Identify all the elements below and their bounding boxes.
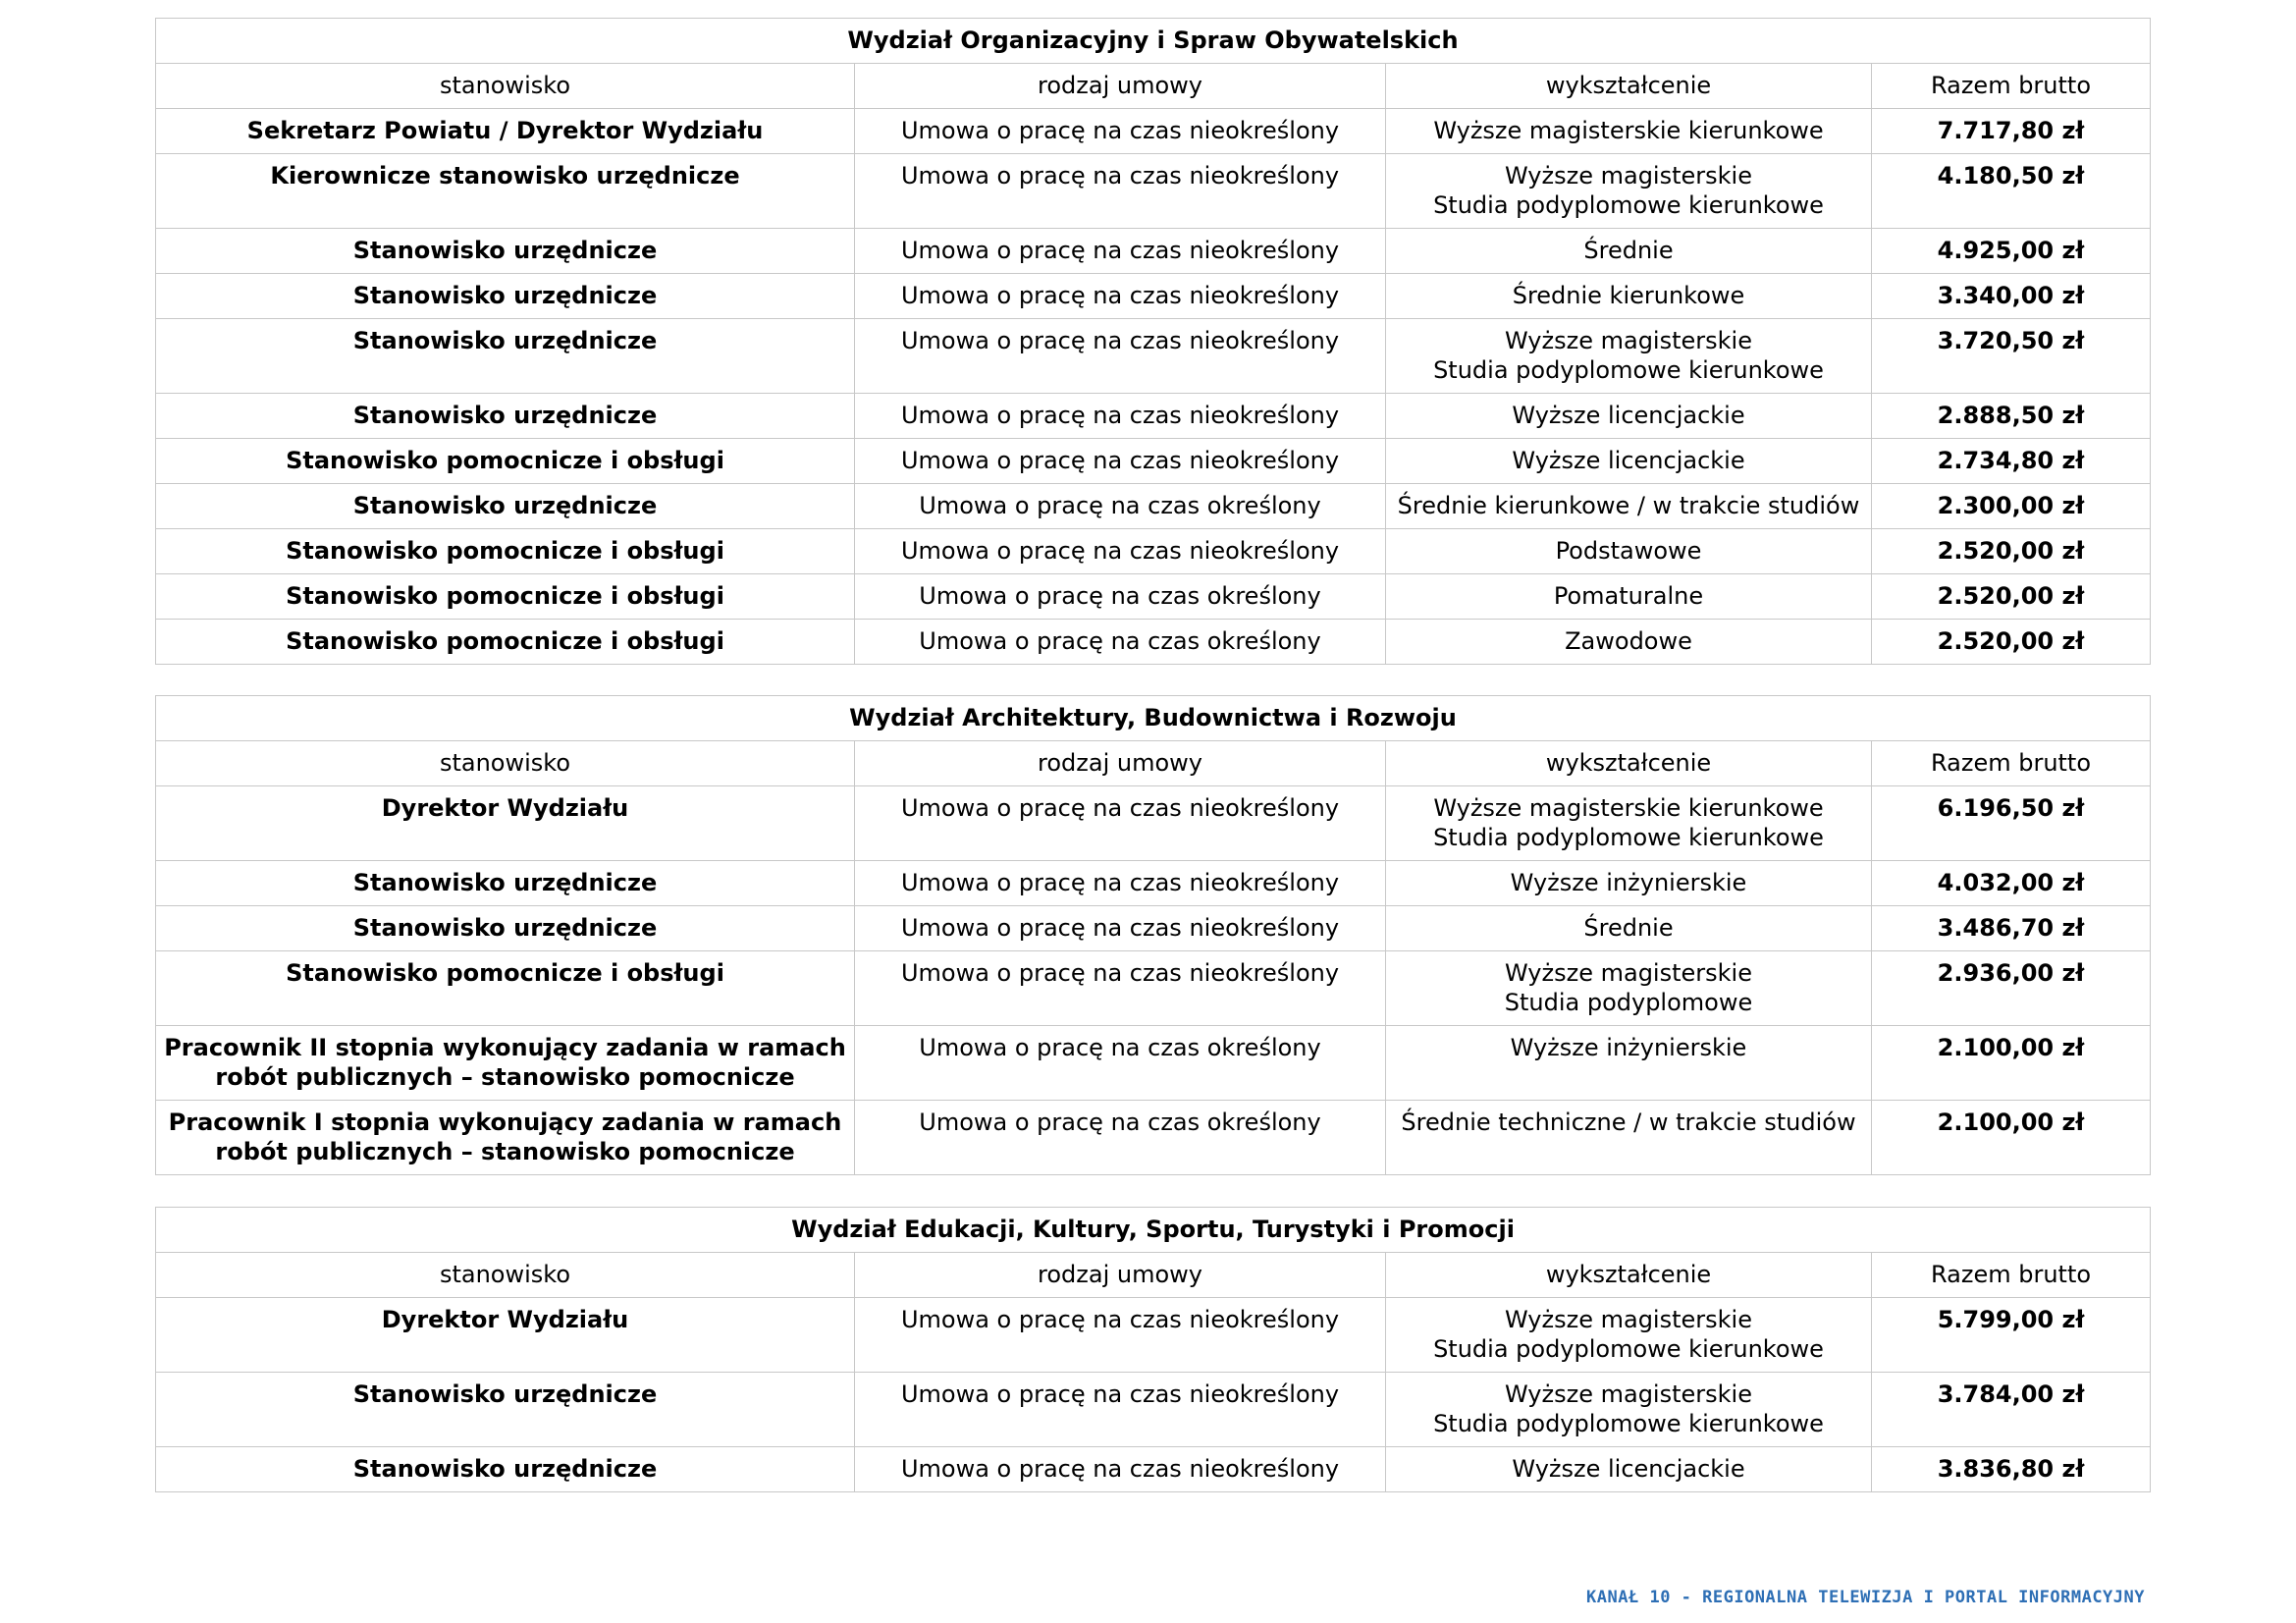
table-row xyxy=(156,154,2151,229)
contract-cell: Umowa o pracę na czas nieokreślony xyxy=(855,394,1386,439)
gross-amount-cell: 3.340,00 zł xyxy=(1872,274,2151,319)
education-cell: Wyższe magisterskie Studia podyplomowe kierunkowe xyxy=(1386,1373,1872,1447)
table-row xyxy=(156,1373,2151,1447)
column-header-contract: rodzaj umowy xyxy=(855,1253,1386,1298)
position-cell: Stanowisko urzędnicze xyxy=(156,906,855,951)
column-header-contract: rodzaj umowy xyxy=(855,741,1386,786)
gross-amount-cell: 4.032,00 zł xyxy=(1872,861,2151,906)
contract-cell: Umowa o pracę na czas nieokreślony xyxy=(855,439,1386,484)
table-row xyxy=(156,951,2151,1026)
position-cell: Stanowisko urzędnicze xyxy=(156,319,855,394)
department-table xyxy=(155,695,2151,1175)
gross-amount-cell: 6.196,50 zł xyxy=(1872,786,2151,861)
education-cell: Wyższe inżynierskie xyxy=(1386,861,1872,906)
column-header-gross: Razem brutto xyxy=(1872,64,2151,109)
gross-amount-cell: 2.300,00 zł xyxy=(1872,484,2151,529)
gross-amount-cell: 4.180,50 zł xyxy=(1872,154,2151,229)
education-cell: Średnie techniczne / w trakcie studiów xyxy=(1386,1101,1872,1175)
table-row xyxy=(156,394,2151,439)
column-header-position: stanowisko xyxy=(156,1253,855,1298)
gross-amount-cell: 2.520,00 zł xyxy=(1872,529,2151,574)
contract-cell: Umowa o pracę na czas nieokreślony xyxy=(855,529,1386,574)
department-title: Wydział Organizacyjny i Spraw Obywatelskich xyxy=(156,19,2151,64)
contract-cell: Umowa o pracę na czas określony xyxy=(855,484,1386,529)
education-cell: Wyższe licencjackie xyxy=(1386,439,1872,484)
education-cell: Wyższe magisterskie Studia podyplomowe kierunkowe xyxy=(1386,319,1872,394)
position-cell: Sekretarz Powiatu / Dyrektor Wydziału xyxy=(156,109,855,154)
education-cell: Wyższe magisterskie kierunkowe Studia podyplomowe kierunkowe xyxy=(1386,786,1872,861)
table-row xyxy=(156,439,2151,484)
gross-amount-cell: 2.100,00 zł xyxy=(1872,1101,2151,1175)
position-cell: Stanowisko pomocnicze i obsługi xyxy=(156,951,855,1026)
table-row xyxy=(156,574,2151,620)
footer-brand-text: KANAŁ 10 - REGIONALNA TELEWIZJA I PORTAL INFORMACYJNY xyxy=(1586,1588,2145,1607)
column-header-contract: rodzaj umowy xyxy=(855,64,1386,109)
gross-amount-cell: 5.799,00 zł xyxy=(1872,1298,2151,1373)
education-cell: Średnie kierunkowe / w trakcie studiów xyxy=(1386,484,1872,529)
position-cell: Stanowisko urzędnicze xyxy=(156,229,855,274)
gross-amount-cell: 3.784,00 zł xyxy=(1872,1373,2151,1447)
gross-amount-cell: 2.100,00 zł xyxy=(1872,1026,2151,1101)
column-header-position: stanowisko xyxy=(156,741,855,786)
position-cell: Stanowisko urzędnicze xyxy=(156,1373,855,1447)
position-cell: Stanowisko pomocnicze i obsługi xyxy=(156,620,855,665)
contract-cell: Umowa o pracę na czas nieokreślony xyxy=(855,1373,1386,1447)
education-cell: Podstawowe xyxy=(1386,529,1872,574)
education-cell: Średnie xyxy=(1386,906,1872,951)
education-cell: Średnie kierunkowe xyxy=(1386,274,1872,319)
contract-cell: Umowa o pracę na czas określony xyxy=(855,620,1386,665)
contract-cell: Umowa o pracę na czas określony xyxy=(855,1101,1386,1175)
education-cell: Pomaturalne xyxy=(1386,574,1872,620)
gross-amount-cell: 3.836,80 zł xyxy=(1872,1447,2151,1492)
department-table xyxy=(155,1207,2151,1492)
position-cell: Dyrektor Wydziału xyxy=(156,1298,855,1373)
table-row xyxy=(156,529,2151,574)
department-title: Wydział Architektury, Budownictwa i Rozwoju xyxy=(156,696,2151,741)
position-cell: Stanowisko urzędnicze xyxy=(156,394,855,439)
column-header-row xyxy=(156,741,2151,786)
contract-cell: Umowa o pracę na czas określony xyxy=(855,574,1386,620)
contract-cell: Umowa o pracę na czas nieokreślony xyxy=(855,319,1386,394)
gross-amount-cell: 2.936,00 zł xyxy=(1872,951,2151,1026)
table-row xyxy=(156,109,2151,154)
education-cell: Zawodowe xyxy=(1386,620,1872,665)
table-row xyxy=(156,620,2151,665)
gross-amount-cell: 2.520,00 zł xyxy=(1872,574,2151,620)
column-header-row xyxy=(156,64,2151,109)
table-row xyxy=(156,786,2151,861)
gross-amount-cell: 2.734,80 zł xyxy=(1872,439,2151,484)
position-cell: Stanowisko pomocnicze i obsługi xyxy=(156,439,855,484)
table-row xyxy=(156,319,2151,394)
table-row xyxy=(156,1447,2151,1492)
education-cell: Wyższe licencjackie xyxy=(1386,394,1872,439)
department-table xyxy=(155,18,2151,665)
table-row xyxy=(156,274,2151,319)
table-row xyxy=(156,484,2151,529)
gross-amount-cell: 2.520,00 zł xyxy=(1872,620,2151,665)
column-header-education: wykształcenie xyxy=(1386,1253,1872,1298)
education-cell: Wyższe licencjackie xyxy=(1386,1447,1872,1492)
column-header-education: wykształcenie xyxy=(1386,741,1872,786)
contract-cell: Umowa o pracę na czas nieokreślony xyxy=(855,274,1386,319)
column-header-gross: Razem brutto xyxy=(1872,1253,2151,1298)
education-cell: Wyższe magisterskie kierunkowe xyxy=(1386,109,1872,154)
contract-cell: Umowa o pracę na czas nieokreślony xyxy=(855,786,1386,861)
table-row xyxy=(156,1298,2151,1373)
contract-cell: Umowa o pracę na czas nieokreślony xyxy=(855,861,1386,906)
table-row xyxy=(156,229,2151,274)
position-cell: Stanowisko pomocnicze i obsługi xyxy=(156,529,855,574)
contract-cell: Umowa o pracę na czas nieokreślony xyxy=(855,951,1386,1026)
contract-cell: Umowa o pracę na czas nieokreślony xyxy=(855,154,1386,229)
contract-cell: Umowa o pracę na czas nieokreślony xyxy=(855,1298,1386,1373)
gross-amount-cell: 7.717,80 zł xyxy=(1872,109,2151,154)
column-header-row xyxy=(156,1253,2151,1298)
column-header-position: stanowisko xyxy=(156,64,855,109)
position-cell: Stanowisko urzędnicze xyxy=(156,484,855,529)
position-cell: Pracownik II stopnia wykonujący zadania w ramach robót publicznych – stanowisko pomocnicze xyxy=(156,1026,855,1101)
education-cell: Wyższe magisterskie Studia podyplomowe xyxy=(1386,951,1872,1026)
gross-amount-cell: 2.888,50 zł xyxy=(1872,394,2151,439)
table-title-row xyxy=(156,19,2151,64)
table-row xyxy=(156,1026,2151,1101)
gross-amount-cell: 3.486,70 zł xyxy=(1872,906,2151,951)
contract-cell: Umowa o pracę na czas określony xyxy=(855,1026,1386,1101)
position-cell: Stanowisko urzędnicze xyxy=(156,274,855,319)
education-cell: Wyższe magisterskie Studia podyplomowe kierunkowe xyxy=(1386,1298,1872,1373)
table-title-row xyxy=(156,1208,2151,1253)
table-row xyxy=(156,861,2151,906)
position-cell: Dyrektor Wydziału xyxy=(156,786,855,861)
contract-cell: Umowa o pracę na czas nieokreślony xyxy=(855,906,1386,951)
position-cell: Stanowisko urzędnicze xyxy=(156,861,855,906)
table-row xyxy=(156,1101,2151,1175)
table-title-row xyxy=(156,696,2151,741)
education-cell: Wyższe magisterskie Studia podyplomowe kierunkowe xyxy=(1386,154,1872,229)
position-cell: Pracownik I stopnia wykonujący zadania w ramach robót publicznych – stanowisko pomocnicze xyxy=(156,1101,855,1175)
education-cell: Wyższe inżynierskie xyxy=(1386,1026,1872,1101)
contract-cell: Umowa o pracę na czas nieokreślony xyxy=(855,229,1386,274)
position-cell: Stanowisko pomocnicze i obsługi xyxy=(156,574,855,620)
contract-cell: Umowa o pracę na czas nieokreślony xyxy=(855,1447,1386,1492)
position-cell: Kierownicze stanowisko urzędnicze xyxy=(156,154,855,229)
column-header-gross: Razem brutto xyxy=(1872,741,2151,786)
gross-amount-cell: 4.925,00 zł xyxy=(1872,229,2151,274)
position-cell: Stanowisko urzędnicze xyxy=(156,1447,855,1492)
table-row xyxy=(156,906,2151,951)
department-title: Wydział Edukacji, Kultury, Sportu, Turystyki i Promocji xyxy=(156,1208,2151,1253)
column-header-education: wykształcenie xyxy=(1386,64,1872,109)
education-cell: Średnie xyxy=(1386,229,1872,274)
gross-amount-cell: 3.720,50 zł xyxy=(1872,319,2151,394)
contract-cell: Umowa o pracę na czas nieokreślony xyxy=(855,109,1386,154)
